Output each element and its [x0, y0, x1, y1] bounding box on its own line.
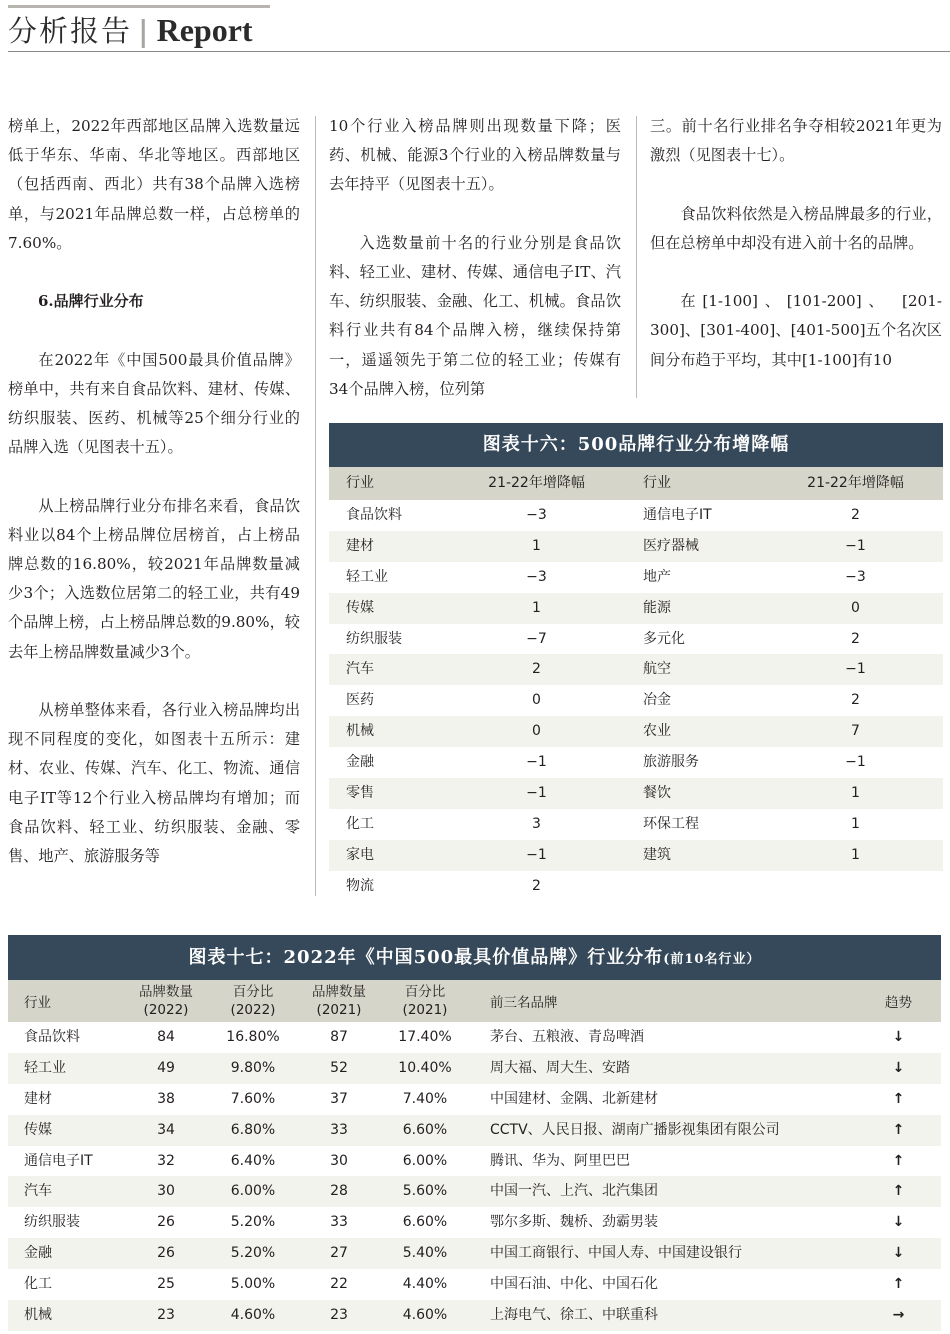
trend-arrow-icon: ↓ [892, 1029, 905, 1045]
column-header-top3: 前三名品牌 [490, 995, 558, 1011]
section-title [8, 10, 253, 51]
table-title: 图表十六：500品牌行业分布增降幅 [329, 423, 943, 467]
cell-industry: 通信电子IT [24, 1152, 93, 1169]
text-column-3 [650, 112, 942, 375]
cell-industry: 建材 [24, 1090, 52, 1107]
table-row [8, 1238, 941, 1269]
paragraph: 从上榜品牌行业分布排名来看，食品饮料业以84个上榜品牌位居榜首，占上榜品牌总数的16.80%，较2021年品牌数量减少3个；入选数位居第二的轻工业，共有49个品牌上榜，占上榜品牌总数的9.80%，较去年上榜品牌数量减少3个。 [8, 496, 300, 661]
cell-pct-2022: 6.40% [230, 1152, 276, 1169]
cell-industry: 餐饮 [643, 785, 671, 802]
cell-industry: 机械 [24, 1307, 52, 1324]
paragraph: 在[1-100]、[101-200]、 [201-300]、[301-400]、[401-500]五个名次区间分布趋于平均，其中[1-100]有10 [650, 292, 942, 369]
cell-pct-2022: 16.80% [226, 1029, 280, 1045]
cell-top3-brands: 中国建材、金隅、北新建材 [490, 1090, 658, 1107]
cell-pct-2021: 5.40% [402, 1245, 448, 1262]
column-divider [636, 116, 637, 398]
table-body [8, 1022, 941, 1331]
table-row [8, 1207, 941, 1238]
trend-arrow-icon: ↓ [892, 1245, 905, 1262]
table-row [8, 1146, 941, 1177]
cell-change: −7 [526, 630, 547, 647]
cell-count-2021: 22 [330, 1276, 348, 1293]
cell-industry: 机械 [346, 723, 374, 740]
table-row [8, 1176, 941, 1207]
cell-top3-brands: 腾讯、华为、阿里巴巴 [490, 1152, 630, 1169]
cell-industry: 地产 [643, 568, 671, 585]
page-header [0, 0, 950, 60]
cell-industry: 传媒 [24, 1121, 52, 1138]
trend-arrow-icon: ↑ [892, 1276, 905, 1293]
cell-count-2021: 28 [330, 1183, 348, 1200]
column-header-count-2021 [296, 983, 382, 1019]
cell-count-2022: 32 [157, 1152, 175, 1169]
table-row [329, 747, 943, 778]
cell-industry: 旅游服务 [643, 754, 699, 771]
table-row [329, 500, 943, 531]
cell-count-2021: 33 [330, 1121, 348, 1138]
industry-change-table [329, 423, 943, 902]
column-header-count-2022 [122, 983, 210, 1019]
header-line: (2021) [402, 1002, 448, 1018]
column-header: 21-22年增降幅 [807, 475, 904, 491]
cell-count-2022: 23 [157, 1307, 175, 1324]
paragraph: 入选数量前十名的行业分别是食品饮料、轻工业、建材、传媒、通信电子IT、汽车、纺织服装、金融、化工、机械。食品饮料行业共有84个品牌入榜，继续保持第一，遥遥领先于第二位的轻工业；传媒有34个品牌入榜，位列第 [329, 233, 621, 398]
cell-pct-2021: 6.00% [402, 1152, 448, 1169]
cell-industry: 食品饮料 [24, 1029, 80, 1045]
header-line: (2022) [143, 1002, 189, 1018]
cell-top3-brands: 茅台、五粮液、青岛啤酒 [490, 1029, 644, 1045]
cell-pct-2022: 4.60% [230, 1307, 276, 1324]
table-row [329, 593, 943, 624]
cell-pct-2022: 5.20% [230, 1245, 276, 1262]
cell-pct-2021: 6.60% [402, 1121, 448, 1138]
cell-industry: 冶金 [643, 692, 671, 709]
cell-change: 7 [851, 723, 860, 740]
cell-industry: 建材 [346, 537, 374, 554]
cell-change: −1 [526, 754, 547, 771]
cell-count-2021: 87 [330, 1029, 348, 1045]
table-header-row [329, 467, 943, 500]
cell-pct-2022: 7.60% [230, 1090, 276, 1107]
table-row [329, 778, 943, 809]
cell-industry: 传媒 [346, 599, 374, 616]
header-line: (2022) [230, 1002, 276, 1018]
cell-industry: 通信电子IT [643, 507, 712, 523]
cell-change: 1 [851, 846, 860, 863]
cell-top3-brands: 鄂尔多斯、魏桥、劲霸男装 [490, 1214, 658, 1231]
cell-industry [624, 871, 768, 902]
cell-change: 1 [851, 815, 860, 832]
cell-industry: 家电 [346, 846, 374, 863]
cell-pct-2022: 6.80% [230, 1121, 276, 1138]
cell-change: −1 [526, 785, 547, 802]
section-title-en: Report [156, 12, 253, 48]
cell-pct-2022: 5.00% [230, 1276, 276, 1293]
cell-count-2021: 23 [330, 1307, 348, 1324]
cell-count-2021: 37 [330, 1090, 348, 1107]
cell-industry: 能源 [643, 599, 671, 616]
trend-arrow-icon: ↑ [892, 1183, 905, 1200]
paragraph: 三。前十名行业排名争夺相较2021年更为激烈（见图表十七）。 [650, 117, 942, 165]
cell-industry: 轻工业 [346, 568, 388, 585]
cell-industry: 汽车 [24, 1183, 52, 1200]
cell-industry: 金融 [24, 1245, 52, 1262]
table-row [8, 1269, 941, 1300]
table-title [8, 935, 941, 980]
cell-change: 0 [532, 723, 541, 740]
cell-count-2022: 30 [157, 1183, 175, 1200]
paragraph: 食品饮料依然是入榜品牌最多的行业，但在总榜单中却没有进入前十名的品牌。 [650, 204, 942, 252]
table-row [329, 531, 943, 562]
table-row [329, 871, 943, 902]
table-title-note: (前10名行业） [663, 952, 761, 967]
cell-industry: 轻工业 [24, 1059, 66, 1076]
cell-change: 3 [532, 815, 541, 832]
table-row [329, 809, 943, 840]
cell-pct-2022: 5.20% [230, 1214, 276, 1231]
table-row [8, 1115, 941, 1146]
cell-change: 0 [532, 692, 541, 709]
cell-change: −3 [526, 507, 547, 523]
trend-arrow-icon: ↑ [892, 1121, 905, 1138]
cell-industry: 化工 [24, 1276, 52, 1293]
cell-top3-brands: 中国一汽、上汽、北汽集团 [490, 1183, 658, 1200]
cell-pct-2021: 4.40% [402, 1276, 448, 1293]
top10-industry-table [8, 935, 941, 1331]
cell-change: 0 [851, 599, 860, 616]
column-header-pct-2021 [382, 983, 468, 1019]
cell-industry: 建筑 [643, 846, 671, 863]
trend-arrow-icon: ↓ [892, 1214, 905, 1231]
table-title-text: 图表十七：2022年《中国500最具价值品牌》行业分布 [188, 947, 664, 968]
header-line: 品牌数量 [312, 984, 366, 1000]
cell-top3-brands: 周大福、周大生、安踏 [490, 1059, 630, 1076]
header-line: 百分比 [404, 984, 446, 1000]
cell-industry: 医药 [346, 692, 374, 709]
section-title-cn: 分析报告 [8, 14, 133, 48]
cell-change: 2 [532, 877, 541, 894]
table-row [329, 840, 943, 871]
trend-arrow-icon: ↑ [892, 1152, 905, 1169]
cell-pct-2021: 10.40% [398, 1059, 452, 1076]
cell-top3-brands: 上海电气、徐工、中联重科 [490, 1307, 658, 1324]
column-header: 行业 [643, 475, 671, 491]
cell-industry: 物流 [346, 877, 374, 894]
cell-change: −1 [845, 661, 866, 678]
cell-pct-2021: 4.60% [402, 1307, 448, 1324]
cell-count-2022: 26 [157, 1214, 175, 1231]
cell-change: 1 [851, 785, 860, 802]
table-row [8, 1022, 941, 1053]
cell-count-2022: 84 [157, 1029, 175, 1045]
table-row [8, 1053, 941, 1084]
cell-change: 2 [851, 507, 860, 523]
cell-industry: 农业 [643, 723, 671, 740]
table-row [329, 654, 943, 685]
header-line: 品牌数量 [139, 984, 193, 1000]
cell-industry: 汽车 [346, 661, 374, 678]
column-header: 行业 [346, 475, 374, 491]
text-column-1 [8, 112, 300, 871]
table-row [329, 562, 943, 593]
cell-pct-2022: 6.00% [230, 1183, 276, 1200]
cell-count-2022: 26 [157, 1245, 175, 1262]
cell-count-2022: 34 [157, 1121, 175, 1138]
cell-industry: 食品饮料 [346, 507, 402, 523]
paragraph: 在2022年《中国500最具价值品牌》榜单中，共有来自食品饮料、建材、传媒、纺织服装、医药、机械等25个细分行业的品牌入选（见图表十五）。 [8, 350, 300, 457]
cell-change: 1 [532, 537, 541, 554]
cell-change: 2 [851, 692, 860, 709]
trend-arrow-icon: ↑ [892, 1090, 905, 1107]
cell-change: −3 [526, 568, 547, 585]
cell-count-2021: 30 [330, 1152, 348, 1169]
cell-pct-2021: 5.60% [402, 1183, 448, 1200]
cell-count-2021: 27 [330, 1245, 348, 1262]
cell-change: 1 [532, 599, 541, 616]
cell-count-2022: 49 [157, 1059, 175, 1076]
header-bottom-rule [8, 51, 950, 52]
cell-pct-2022: 9.80% [230, 1059, 276, 1076]
cell-count-2022: 25 [157, 1276, 175, 1293]
table-header-row [8, 980, 941, 1022]
column-header: 21-22年增降幅 [488, 475, 585, 491]
column-divider [315, 116, 316, 896]
cell-change: −3 [845, 568, 866, 585]
title-separator: | [138, 14, 151, 48]
column-header-trend: 趋势 [885, 995, 912, 1011]
table-body [329, 500, 943, 902]
cell-change: −1 [526, 846, 547, 863]
subsection-heading: 6.品牌行业分布 [38, 292, 144, 311]
cell-industry: 环保工程 [643, 815, 699, 832]
text-column-2 [329, 112, 621, 404]
trend-arrow-icon: ↓ [892, 1059, 905, 1076]
cell-industry: 医疗器械 [643, 537, 699, 554]
cell-industry: 纺织服装 [346, 630, 402, 647]
table-row [8, 1300, 941, 1331]
header-line: 百分比 [232, 984, 274, 1000]
cell-industry: 零售 [346, 785, 374, 802]
header-line: (2021) [316, 1002, 362, 1018]
cell-pct-2021: 7.40% [402, 1090, 448, 1107]
table-row [329, 716, 943, 747]
cell-top3-brands: CCTV、人民日报、湖南广播影视集团有限公司 [490, 1121, 780, 1138]
cell-change: 2 [851, 630, 860, 647]
cell-change: −1 [845, 537, 866, 554]
cell-count-2022: 38 [157, 1090, 175, 1107]
paragraph: 10个行业入榜品牌则出现数量下降；医药、机械、能源3个行业的入榜品牌数量与去年持平（见图表十五）。 [329, 117, 621, 194]
cell-change: −1 [845, 754, 866, 771]
column-header-industry: 行业 [24, 995, 51, 1011]
cell-count-2021: 33 [330, 1214, 348, 1231]
cell-industry: 航空 [643, 661, 671, 678]
cell-pct-2021: 17.40% [398, 1029, 452, 1045]
table-row [329, 624, 943, 655]
cell-industry: 纺织服装 [24, 1214, 80, 1231]
cell-top3-brands: 中国工商银行、中国人寿、中国建设银行 [490, 1245, 742, 1262]
cell-change [768, 871, 943, 902]
cell-top3-brands: 中国石油、中化、中国石化 [490, 1276, 658, 1293]
cell-count-2021: 52 [330, 1059, 348, 1076]
paragraph: 榜单上，2022年西部地区品牌入选数量远低于华东、华南、华北等地区。西部地区（包括西南、西北）共有38个品牌入选榜单，与2021年品牌总数一样，占总榜单的7.60%。 [8, 117, 300, 252]
cell-industry: 多元化 [643, 630, 685, 647]
header-top-rule [8, 5, 270, 8]
table-row [329, 685, 943, 716]
table-row [8, 1084, 941, 1115]
cell-industry: 金融 [346, 754, 374, 771]
paragraph: 从榜单整体来看，各行业入榜品牌均出现不同程度的变化，如图表十五所示：建材、农业、传媒、汽车、化工、物流、通信电子IT等12个行业入榜品牌均有增加；而食品饮料、轻工业、纺织服装、金融、零售、地产、旅游服务等 [8, 701, 300, 866]
cell-pct-2021: 6.60% [402, 1214, 448, 1231]
cell-change: 2 [532, 661, 541, 678]
trend-arrow-icon: → [892, 1307, 905, 1324]
cell-industry: 化工 [346, 815, 374, 832]
column-header-pct-2022 [210, 983, 296, 1019]
